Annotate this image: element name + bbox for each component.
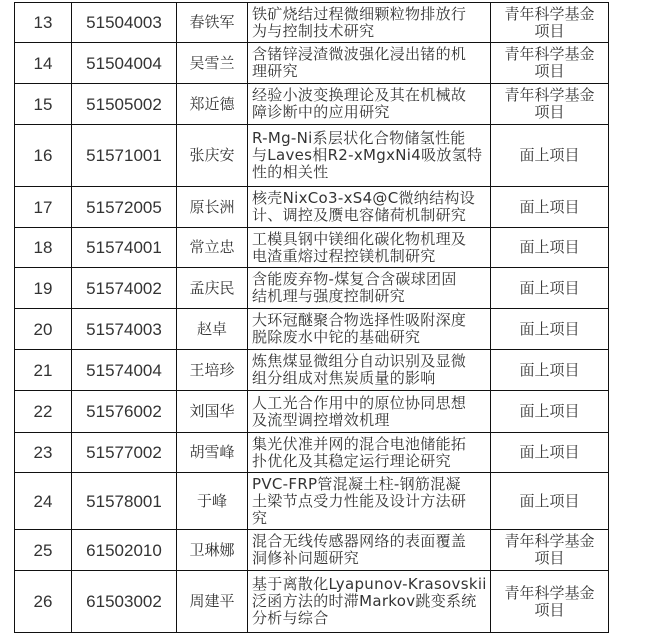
project-type-line: 项目	[534, 103, 565, 121]
project-title-line: 脱除废水中铊的基础研究	[252, 328, 421, 346]
project-title-line: 障诊断中的应用研究	[252, 103, 390, 121]
project-type	[491, 84, 609, 125]
project-table	[14, 2, 609, 633]
project-type-line: 项目	[534, 62, 565, 80]
row-index: 17	[15, 187, 72, 228]
project-title-line: 含能废弃物-煤复合含碳球团固	[252, 270, 457, 288]
project-title	[248, 3, 491, 43]
project-type-line: 面上项目	[519, 491, 580, 510]
project-title-line: 核壳NixCo3-xS4@C微纳结构设	[252, 189, 475, 207]
project-title-line: 含锗锌浸渣微波强化浸出锗的机	[252, 45, 467, 63]
project-type	[491, 571, 609, 633]
project-type-line: 项目	[534, 549, 565, 567]
project-title-line: R-Mg-Ni系层状化合物储氢性能	[252, 129, 466, 147]
project-title-line: 工模具钢中镁细化碳化物机理及	[252, 229, 467, 248]
row-index: 16	[15, 125, 72, 187]
table-row	[15, 268, 609, 309]
project-number: 61503002	[72, 571, 177, 633]
row-index: 24	[15, 473, 72, 530]
project-type-line: 青年科学基金	[504, 532, 595, 550]
table-row	[15, 391, 609, 433]
project-number: 51574003	[72, 309, 177, 350]
principal-name: 刘国华	[177, 391, 248, 433]
project-number: 51577002	[72, 433, 177, 473]
project-title	[248, 391, 491, 433]
project-type	[491, 391, 609, 433]
row-index: 19	[15, 268, 72, 309]
project-title-line: 与Laves相R2-xMgxNi4吸放氢特	[252, 146, 483, 164]
project-title-line: 炼焦煤显微组分自动识别及显微	[252, 352, 467, 370]
project-title	[248, 268, 491, 309]
project-type-line: 青年科学基金	[504, 583, 595, 602]
project-number: 61502010	[72, 530, 177, 571]
project-title-line: 计、调控及赝电容储荷机制研究	[252, 206, 467, 224]
project-title	[248, 309, 491, 350]
project-number: 51574001	[72, 228, 177, 268]
principal-name: 常立忠	[177, 228, 248, 268]
principal-name: 张庆安	[177, 125, 248, 187]
principal-name: 胡雪峰	[177, 433, 248, 473]
table-row	[15, 571, 609, 633]
project-type-line: 面上项目	[519, 197, 580, 216]
table-row	[15, 228, 609, 268]
table-row	[15, 473, 609, 530]
principal-name: 孟庆民	[177, 268, 248, 309]
table-row	[15, 530, 609, 571]
project-type	[491, 433, 609, 473]
project-title	[248, 473, 491, 530]
principal-name: 吴雪兰	[177, 43, 248, 84]
principal-name: 春铁军	[177, 3, 248, 43]
project-type	[491, 3, 609, 43]
project-title-line: PVC-FRP管混凝土柱-钢筋混凝	[252, 474, 461, 493]
project-number: 51576002	[72, 391, 177, 433]
table-row	[15, 187, 609, 228]
project-title-line: 大环冠醚聚合物选择性吸附深度	[252, 311, 467, 329]
row-index: 25	[15, 530, 72, 571]
principal-name: 周建平	[177, 571, 248, 633]
project-type	[491, 350, 609, 391]
principal-name: 赵卓	[177, 309, 248, 350]
project-title-line: 及流型调控增效机理	[252, 410, 390, 429]
project-number: 51504004	[72, 43, 177, 84]
project-number: 51578001	[72, 473, 177, 530]
project-title-line: 土梁节点受力性能及设计方法研	[252, 491, 467, 510]
table-row	[15, 350, 609, 391]
project-title-line: 理研究	[252, 62, 298, 80]
project-type	[491, 228, 609, 268]
row-index: 22	[15, 391, 72, 433]
project-type-line: 面上项目	[519, 278, 580, 297]
table-row	[15, 84, 609, 125]
project-type	[491, 43, 609, 84]
row-index: 20	[15, 309, 72, 350]
project-type-line: 青年科学基金	[504, 86, 595, 104]
project-type-line: 面上项目	[519, 146, 580, 164]
project-title	[248, 350, 491, 391]
project-title-line: 泛函方法的时滞Markov跳变系统	[252, 592, 477, 610]
project-title-line: 洞修补问题研究	[252, 549, 360, 567]
principal-name: 于峰	[177, 473, 248, 530]
row-index: 18	[15, 228, 72, 268]
project-title-line: 经验小波变换理论及其在机械故	[252, 86, 467, 104]
project-title	[248, 571, 491, 633]
row-index: 13	[15, 3, 72, 43]
project-title	[248, 228, 491, 268]
project-title-line: 人工光合作用中的原位协同思想	[252, 393, 467, 412]
project-title-line: 究	[252, 508, 268, 527]
principal-name: 原长洲	[177, 187, 248, 228]
project-title-line: 铁矿烧结过程微细颗粒物排放行	[252, 4, 467, 23]
principal-name: 王培珍	[177, 350, 248, 391]
project-type	[491, 473, 609, 530]
project-number: 51572005	[72, 187, 177, 228]
project-title-line: 结机理与强度控制研究	[252, 287, 406, 305]
table-row	[15, 309, 609, 350]
project-type	[491, 125, 609, 187]
table-body	[15, 3, 609, 633]
row-index: 23	[15, 433, 72, 473]
project-title-line: 混合无线传感器网络的表面覆盖	[252, 532, 467, 550]
project-type-line: 面上项目	[519, 360, 580, 379]
project-type	[491, 187, 609, 228]
project-type-line: 项目	[534, 21, 565, 40]
project-title-line: 集光伏准并网的混合电池储能拓	[252, 434, 467, 453]
project-title	[248, 125, 491, 187]
project-title	[248, 84, 491, 125]
project-title-line: 为与控制技术研究	[252, 21, 375, 40]
row-index: 15	[15, 84, 72, 125]
project-type-line: 青年科学基金	[504, 4, 595, 23]
project-type	[491, 309, 609, 350]
project-type-line: 项目	[534, 600, 565, 619]
project-title	[248, 187, 491, 228]
row-index: 26	[15, 571, 72, 633]
project-type	[491, 268, 609, 309]
project-number: 51505002	[72, 84, 177, 125]
table-row	[15, 125, 609, 187]
project-number: 51504003	[72, 3, 177, 43]
table-row	[15, 433, 609, 473]
project-number: 51574002	[72, 268, 177, 309]
project-title-line: 分析与综合	[252, 609, 329, 627]
project-title-line: 基于离散化Lyapunov-Krasovskii	[252, 575, 487, 593]
project-type-line: 青年科学基金	[504, 45, 595, 63]
project-title-line: 电渣重熔过程控镁机制研究	[252, 246, 436, 265]
project-title-line: 扑优化及其稳定运行理论研究	[252, 451, 451, 470]
project-type-line: 面上项目	[519, 319, 580, 338]
principal-name: 郑近德	[177, 84, 248, 125]
project-type-line: 面上项目	[519, 238, 580, 256]
project-title-line: 组分组成对焦炭质量的影响	[252, 369, 436, 387]
project-type	[491, 530, 609, 571]
row-index: 21	[15, 350, 72, 391]
project-type-line: 面上项目	[519, 402, 580, 420]
project-title-line: 性的相关性	[252, 163, 329, 181]
principal-name: 卫琳娜	[177, 530, 248, 571]
project-type-line: 面上项目	[519, 443, 580, 461]
project-number: 51574004	[72, 350, 177, 391]
project-number: 51571001	[72, 125, 177, 187]
row-index: 14	[15, 43, 72, 84]
table-row	[15, 3, 609, 43]
table-row	[15, 43, 609, 84]
project-title	[248, 433, 491, 473]
project-title	[248, 530, 491, 571]
project-title	[248, 43, 491, 84]
